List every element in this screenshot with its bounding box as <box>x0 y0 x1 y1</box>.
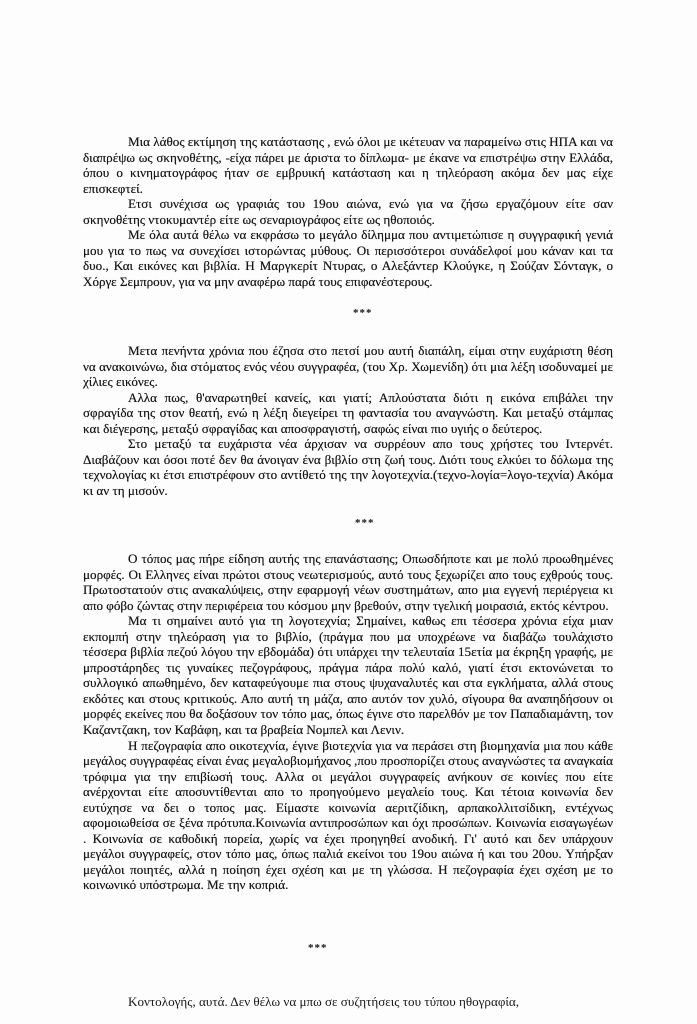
paragraph: Με όλα αυτά θέλω να εκφράσω το μεγάλο δίλημμα που αντιμετώπισε η συγγραφική γενιά μου για το πως να συνεχίσει ιστορώντας μύθους. Οι περισσότεροι συνάδελφοί μου κάναν και τα δυο., Και εικόνες και βιβλία. Η Μαργκερίτ Ντυρας, ο Αλεξάντερ Κλούγκε, η Σούζαν Σόνταγκ, ο Χόργε Σεμπρουν, για να μην αναφέρω παρά τους επιφανέστερους. <box>83 227 613 289</box>
section-3 <box>83 551 613 893</box>
section-separator: *** <box>353 307 373 319</box>
paragraph: Μα τι σημαίνει αυτό για τη λογοτεχνία; Σημαίνει, καθως επι τέσσερα χρόνια είχα μιαν εκπομπή στην τηλεόραση για το βιβλίο, (πράγμα που μα υποχρέωνε να διαβάζω τουλάχιστο τέσσερα βιβλία πεζού λόγου την εβδομάδα) ότι υπάρχει την τελευταία 15ετία μα έκρηξη γραφής, με μπροστάρηδες τις γυναίκες πεζογράφους, πράγμα πάρα πολύ καλό, γιατί έτσι εκτονώνεται το συλλογικό απωθημένο, δεν καταφεύγουμε πια στους ψυχαναλυτές και στα εγκλήματα, αλλά στους εκδότες και στους κριτικούς. Απο αυτή τη μάζα, απο αυτόν τον χυλό, σίγουρα θα αναπηδήσουν οι μορφές εκείνες που θα δοξάσουν τον τόπο μας, όπως έγινε στο παρελθόν με τον Παπαδιαμάντη, τον Καζαντζακη, τον Καβάφη, και τα βραβεία Νομπελ και Λενιν. <box>83 613 613 738</box>
closing-line: Κοντολογής, αυτά. Δεν θέλω να μπω σε συζητήσεις του τύπου ηθογραφία, <box>128 994 520 1009</box>
paragraph: Στο μεταξύ τα ευχάριστα νέα άρχισαν να συρρέουν απο τους χρήστες του Ιντερνέτ. Διαβάζουν και όσοι ποτέ δεν θα άνοιγαν ένα βιβλίο στη ζωή τους. Διότι τους ελκύει το δόλωμα της τεχνολογίας κι έτσι επιστρέφουν στο αντίθετό της την λογοτεχνία.(τεχνο-λογία=λογο-τεχνία) Ακόμα κι αν τη μισούν. <box>83 436 613 498</box>
section-separator: *** <box>308 942 328 954</box>
paragraph: Μια λάθος εκτίμηση της κατάστασης , ενώ όλοι με ικέτευαν να παραμείνω στις ΗΠΑ και να διαπρέψω ως σκηνοθέτης, -είχα πάρει με άριστα το δίπλωμα- με έκανε να επιστρέψω στην Ελλάδα, όπου ο κινηματογράφος ήταν σε εμβρυική κατάσταση και η τηλεόραση ακόμα δεν μας είχε επισκεφτεί. <box>83 134 614 196</box>
section-separator: *** <box>355 517 375 529</box>
paragraph: Ο τόπος μας πήρε είδηση αυτής της επανάστασης; Οπωσδήποτε και με πολύ προωθημένες μορφές. Οι Ελληνες είναι πρώτοι στους νεωτερισμούς, αυτό τους ξεχωρίζει απο τους εχθρούς τους. Πρωτοστατούν στις ανακαλύψεις, στην εφαρμογή νέων συστημάτων, απο μια εγγενή περιέργεια κι απο φόβο ζώντας στην περιφέρεια του κόσμου μην βρεθούν, στην τγελική μοιρασιά, εκτός κέντρου. <box>83 551 613 613</box>
paragraph: Αλλα πως, θ'αναρωτηθεί κανείς, και γιατί; Απλούστατα διότι η εικόνα επιβάλει την σφραγίδα της στον θεατή, ενώ η λέξη διεγείρει τη φαντασία του αναγνώστη. Και μεταξύ στάμπας και διέγερσης, μεταξύ σφραγίδας και αποσφραγιστή, σαφώς είναι πιο υγιής ο δεύτερος. <box>83 389 613 436</box>
section-1 <box>83 134 613 289</box>
paragraph: Ετσι συνέχισα ως γραφιάς του 19ου αιώνα, ενώ για να ζήσω εργαζόμουν είτε σαν σκηνοθέτης ντοκυμαντέρ είτε ως σεναριογράφος είτε ως ηθοποιός. <box>83 196 613 227</box>
paragraph: Μετα πενήντα χρόνια που έζησα στο πετσί μου αυτή διαπάλη, είμαι στην ευχάριστη θέση να ανακοινώνω, δια στόματος ενός νέου συγγραφέα, (του Χρ. Χωμενίδη) ότι μια λέξη ισοδυναμεί με χίλιες εικόνες. <box>83 343 613 390</box>
paragraph: Η πεζογραφία απο οικοτεχνία, έγινε βιοτεχνία για να περάσει στη βιομηχανία μια που κάθε μεγάλος συγγραφέας είναι ένας μεγαλοβιομήχανος ,που προσπορίζει στους αναγνώστες τα αναγκαία τρόφιμα για την επιβίωσή τους. Αλλα οι μεγάλοι συγγραφείς ανήκουν σε κοινίες που είτε ανέρχονται είτε αποσυντίθενται απο το προηγούμενο μεγαλείο τους. Και τέτοια κοινωνία δεν ευτύχησε να δει ο τοπος μας. Είμαστε κοινωνία αεριτζίδικη, αρπακολλιτσίδικη, εντέχνως αφομοιωθείσα σε ξένα πρότυπα.Κοινωνία αντιπροσώπων και όχι προσώπων. Κοινωνία εισαγωγέων . Κοινωνία σε καθοδική πορεία, χωρίς να έχει προηγηθεί ανοδική. Γι' αυτό και δεν υπάρχουν μεγάλοι συγγραφείς, στον τόπο μας, όπως παλιά εκείνοι του 19ου αιώνα ή και του 20ου. Υπήρξαν μεγάλοι ποιητές, αλλά η ποίηση έχει σχέση και με τη γλώσσα. Η πεζογραφία έχει σχέση με το κοινωνικό υπόστρωμα. Με την κοπριά. <box>83 737 613 893</box>
section-2 <box>83 343 613 498</box>
